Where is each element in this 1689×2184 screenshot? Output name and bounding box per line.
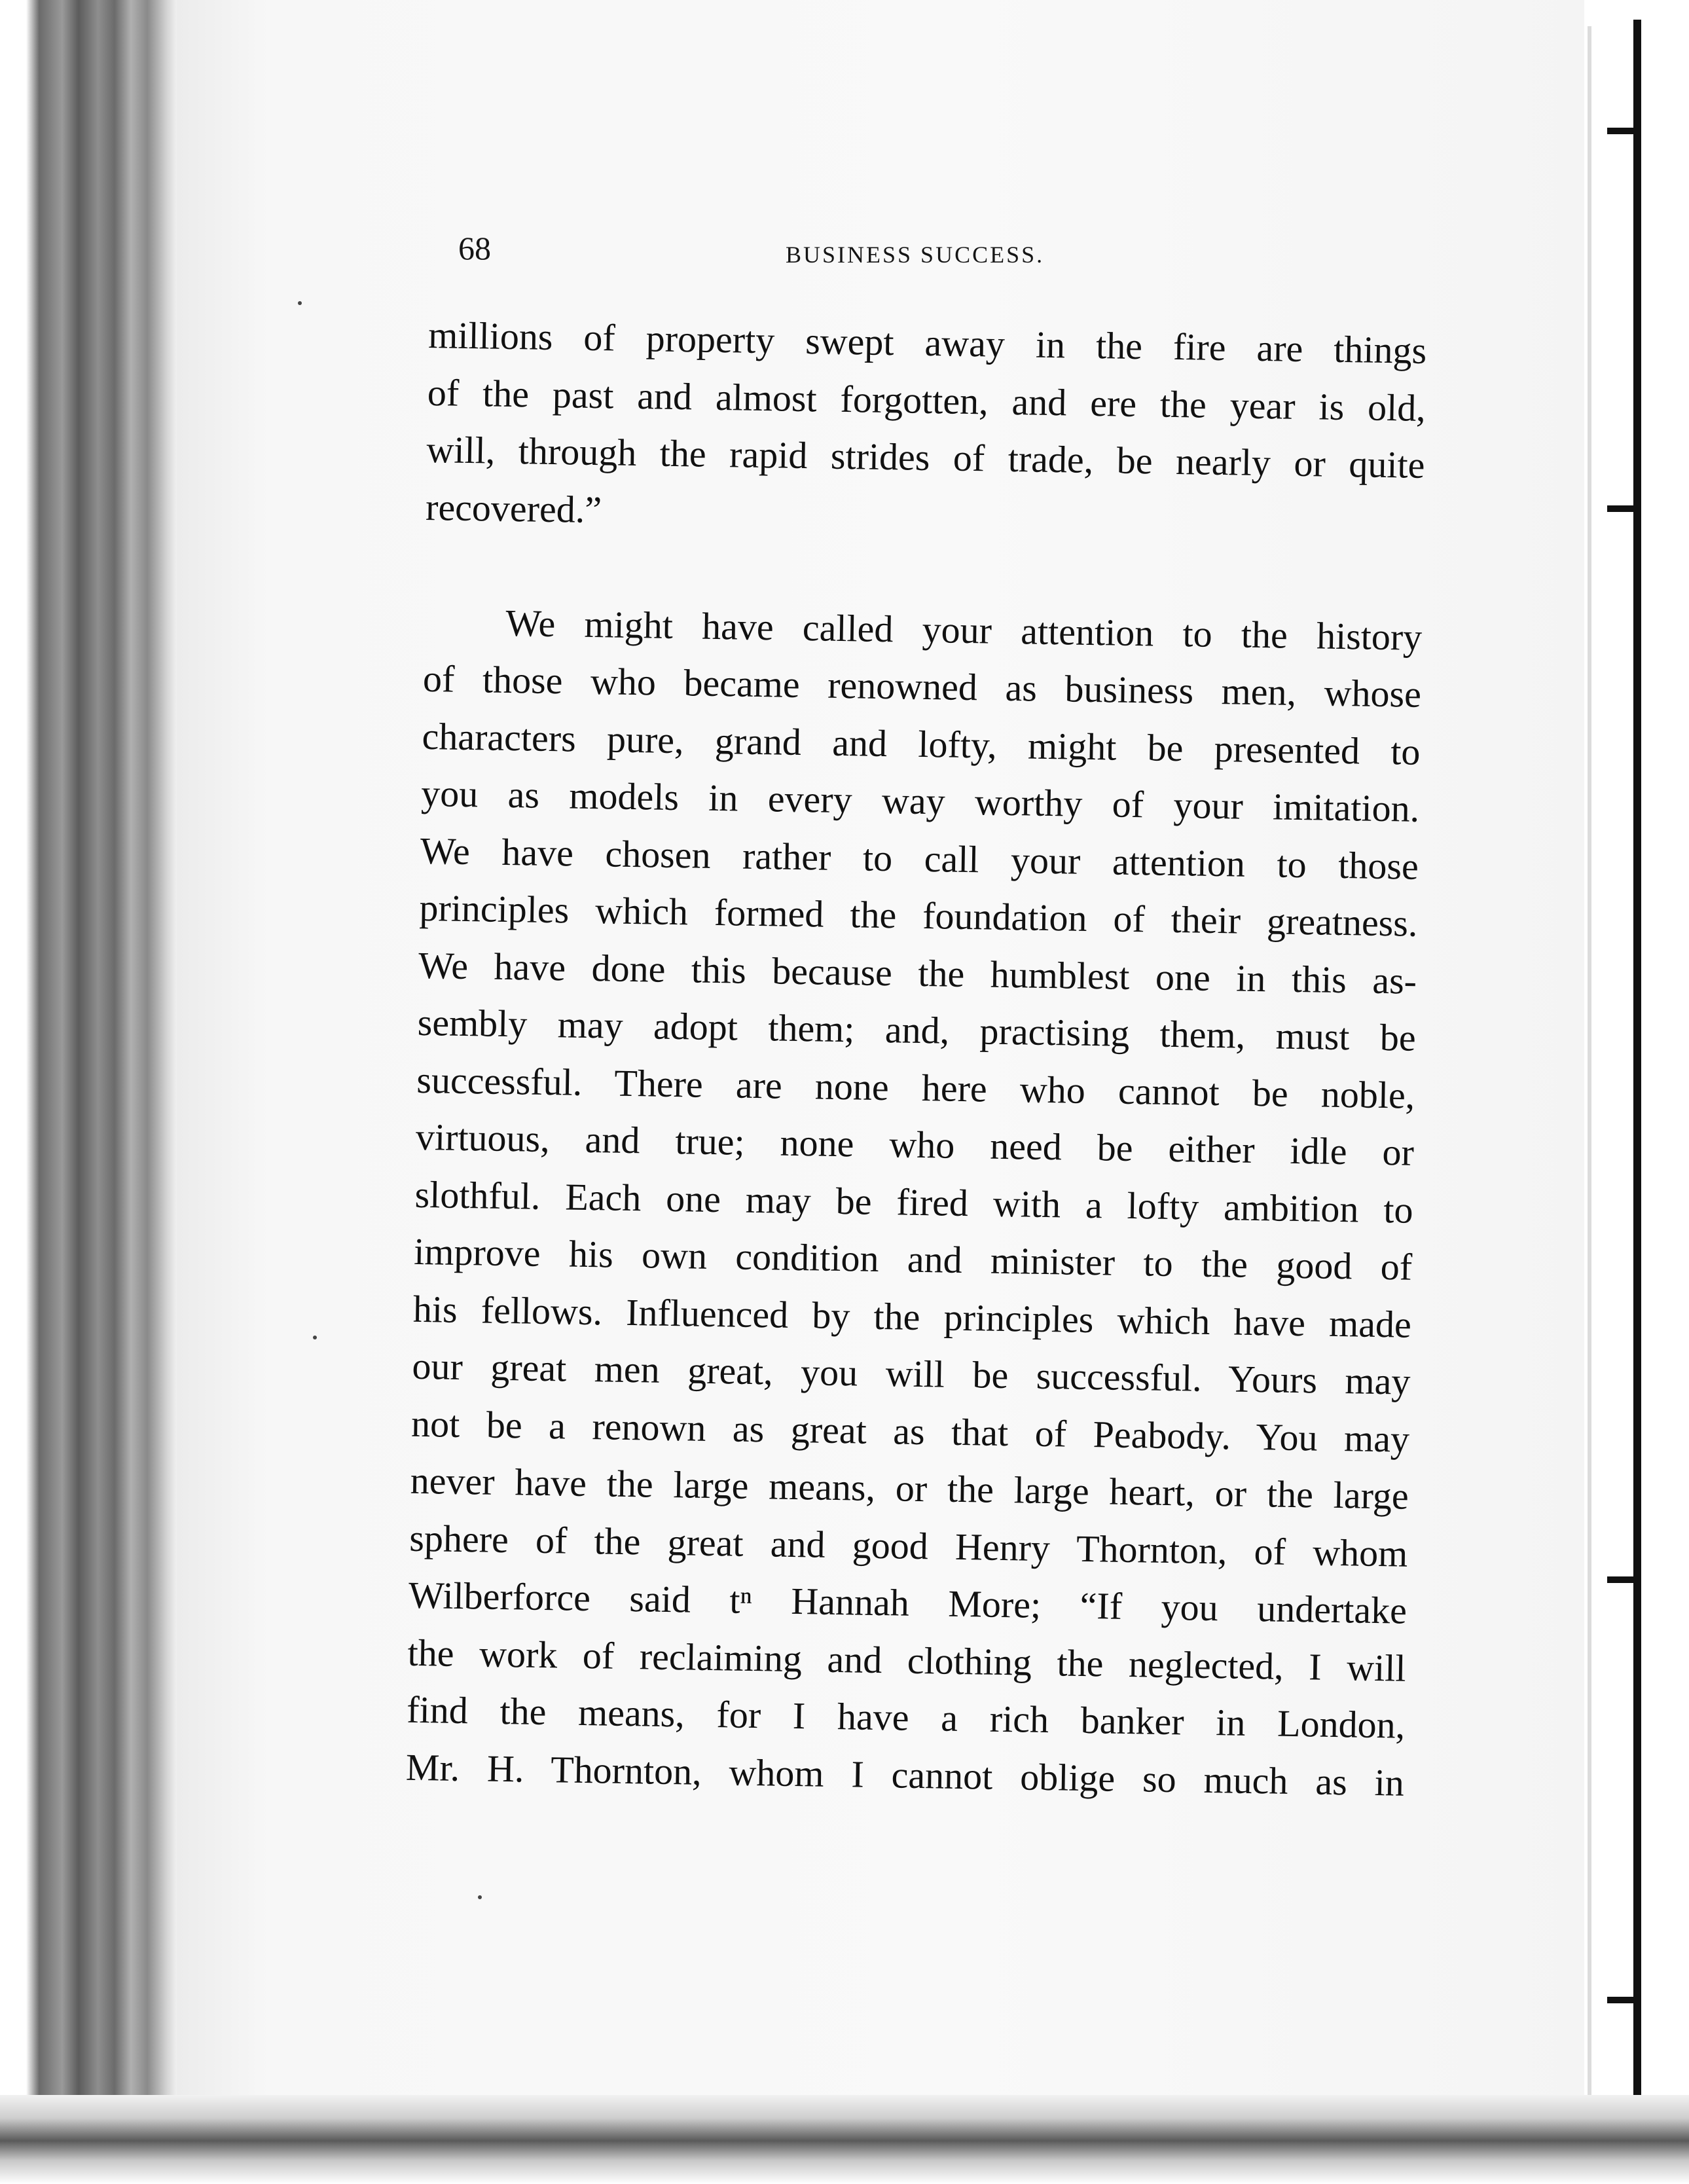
text-line: recovered.” [425, 485, 602, 531]
text-line: principles which formed the foundation of their greatness. [419, 886, 1418, 945]
text-line: characters pure, grand and lofty, might be presented to [422, 714, 1421, 773]
ink-speck [478, 1895, 482, 1899]
text-line: of those who became renowned as business men, whose [422, 657, 1422, 716]
text-line: We have chosen rather to call your attention to those [420, 829, 1419, 888]
paragraph-main [405, 592, 1423, 1811]
text-line: sembly may adopt them; and, practising them, must be [417, 1000, 1417, 1059]
text-line: find the means, for I have a rich banker in London, [406, 1688, 1406, 1747]
book-binding-edge [0, 0, 177, 2184]
bottom-page-edge [0, 2095, 1689, 2184]
ink-speck [298, 301, 302, 305]
text-line: successful. There are none here who cannot be noble, [416, 1058, 1415, 1117]
text-line: you as models in every way worthy of your imitation. [420, 771, 1420, 830]
body-text [405, 306, 1427, 1811]
text-line: of the past and almost forgotten, and ere the year is old, [427, 371, 1426, 429]
text-line: will, through the rapid strides of trade, be nearly or quite [426, 428, 1425, 486]
text-line: We might have called your attention to the history [505, 601, 1423, 659]
edge-notch [1607, 128, 1635, 134]
text-line: sphere of the great and good Henry Thornton, of whom [409, 1516, 1408, 1575]
text-line: our great men great, you will be successful. Yours may [412, 1344, 1411, 1403]
text-line: his fellows. Influenced by the principles which have made [412, 1287, 1412, 1346]
text-line: improve his own condition and minister to the good of [413, 1229, 1413, 1288]
text-line: Wilberforce said tⁿ Hannah More; “If you undertake [408, 1573, 1408, 1632]
text-line: slothful. Each one may be fired with a lofty ambition to [414, 1173, 1414, 1231]
text-line: the work of reclaiming and clothing the neglected, I will [407, 1631, 1407, 1690]
edge-notch [1607, 1576, 1635, 1583]
text-line: virtuous, and true; none who need be either idle or [415, 1115, 1415, 1174]
edge-notch [1607, 505, 1635, 512]
ink-speck [313, 1336, 317, 1339]
edge-notch [1607, 1997, 1635, 2003]
page-header [458, 229, 1440, 282]
text-line: not be a renown as great as that of Peabody. You may [410, 1402, 1410, 1461]
right-page-fold [1588, 26, 1591, 2128]
paragraph-continuation [426, 306, 1427, 551]
text-line: millions of property swept away in the fire are things [427, 313, 1427, 372]
text-line: We have done this because the humblest one in this as- [418, 943, 1417, 1002]
right-border-line [1633, 20, 1641, 2180]
running-head: BUSINESS SUCCESS. [786, 242, 1045, 268]
text-line: never have the large means, or the large heart, or the large [410, 1459, 1409, 1518]
text-line: Mr. H. Thornton, whom I cannot oblige so much as in [405, 1745, 1405, 1804]
page-number: 68 [458, 230, 491, 266]
